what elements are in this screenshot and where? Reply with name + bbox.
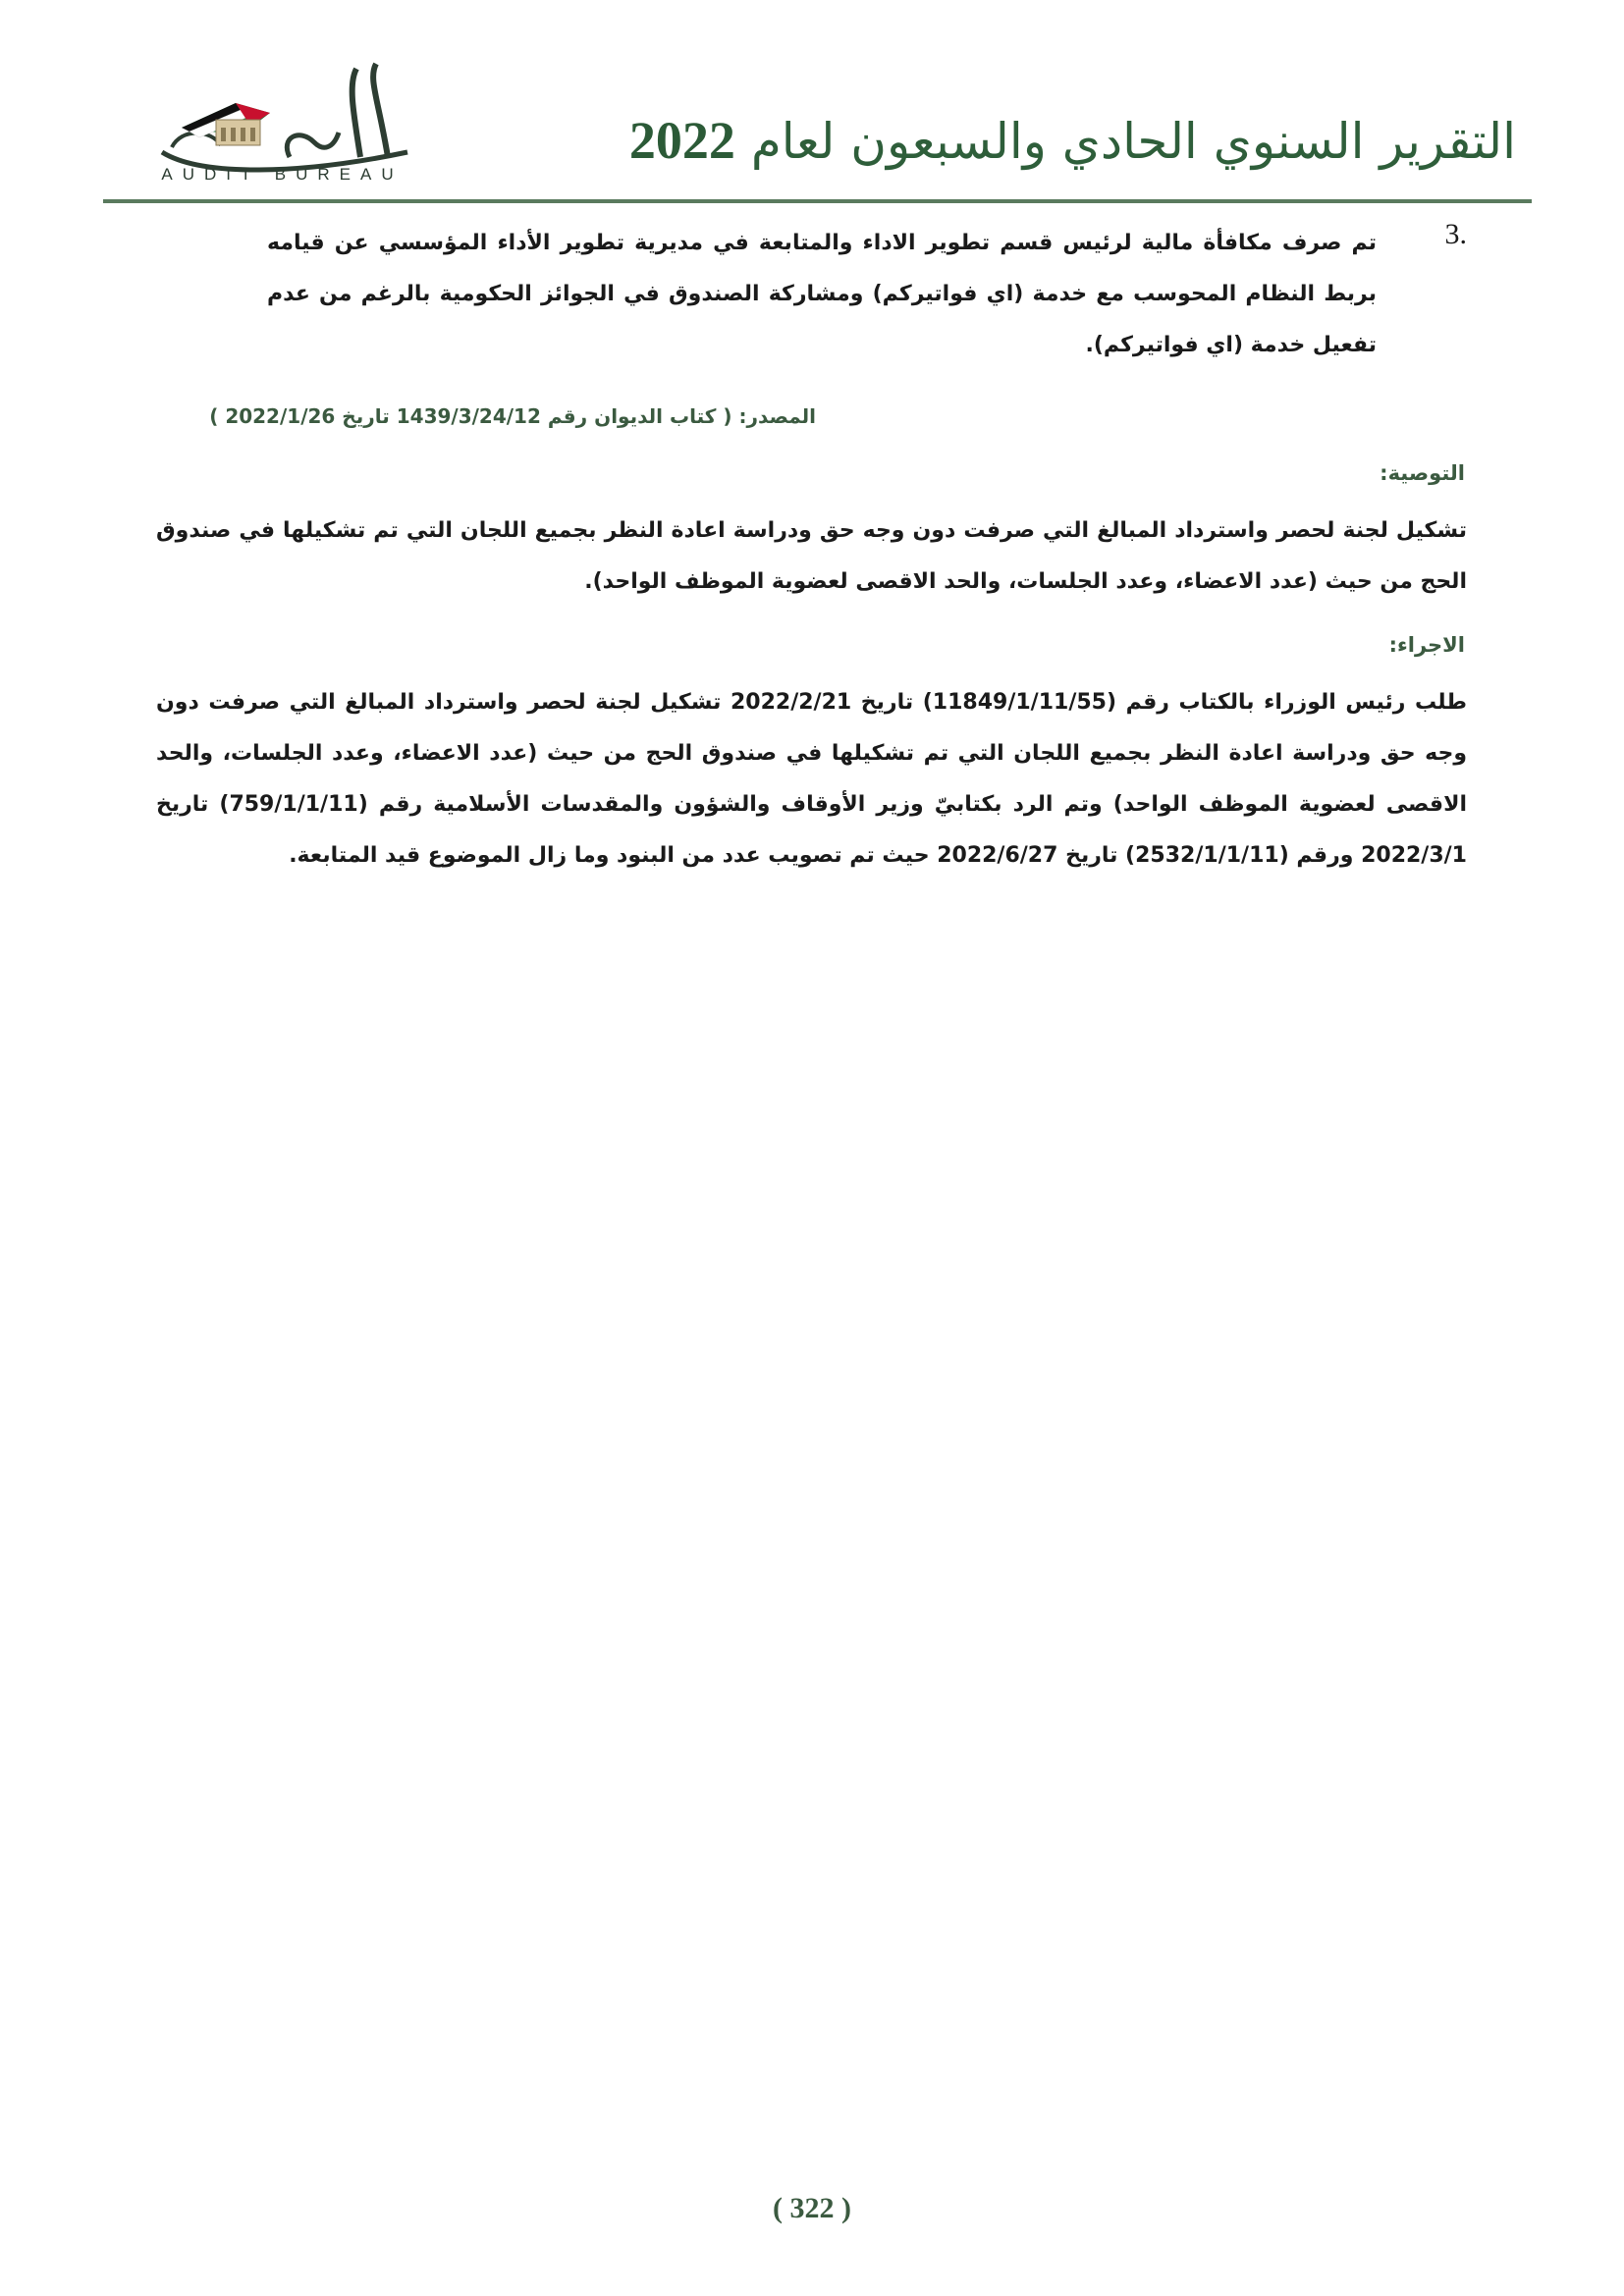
logo-stroke [352,69,360,157]
item-number: 3. [1444,218,1467,250]
logo-stroke [373,64,388,157]
item-text: تم صرف مكافأة مالية لرئيس قسم تطوير الاداء والمتابعة في مديرية تطوير الأداء المؤسسي عن قيامه بربط النظام المحوسب مع خدمة (اي فواتيركم) ومشاركة الصندوق في الجوائز الحكومية بالرغم من عدم تفعيل خدمة (اي فواتيركم). [267,231,1377,357]
source-reference: المصدر: ( كتاب الديوان رقم 1439/3/24/12 تاريخ 2022/1/26 ) [209,404,816,428]
building-icon [216,120,260,145]
recommendation-text: تشكيل لجنة لحصر واسترداد المبالغ التي صرفت دون وجه حق ودراسة اعادة النظر بجميع اللجان التي تم تشكيلها في صندوق الحج من حيث (عدد الاعضاء، وعدد الجلسات، والحد الاقصى لعضوية الموظف الواحد). [156,518,1467,594]
action-label: الاجراء: [1388,633,1465,657]
recommendation-label: التوصية: [1380,461,1465,485]
report-title [628,106,1516,176]
action-text: طلب رئيس الوزراء بالكتاب رقم (11849/1/11/55) تاريخ 2022/2/21 تشكيل لجنة لحصر واسترداد المبالغ التي صرفت دون وجه حق ودراسة اعادة النظر بجميع اللجان التي تم تشكيلها في صندوق الحج من حيث (عدد الاعضاء، وعدد الجلسات، والحد الاقصى لعضوية الموظف الواحد) وتم الرد بكتابيّ وزير الأوقاف والشؤون والمقدسات الأسلامية رقم (759/1/1/11) تاريخ 2022/3/1 ورقم (2532/1/1/11) تاريخ 2022/6/27 حيث تم تصويب عدد من البنود وما زال الموضوع قيد المتابعة. [156,690,1468,868]
logo-english-text: AUDIT BUREAU [161,165,404,184]
report-year: 2022 [628,111,735,170]
report-title-text: التقرير السنوي الحادي والسبعون لعام [750,113,1516,170]
header-divider [103,199,1532,203]
logo-stroke [287,133,339,157]
page-number: ( 322 ) [773,2192,851,2224]
